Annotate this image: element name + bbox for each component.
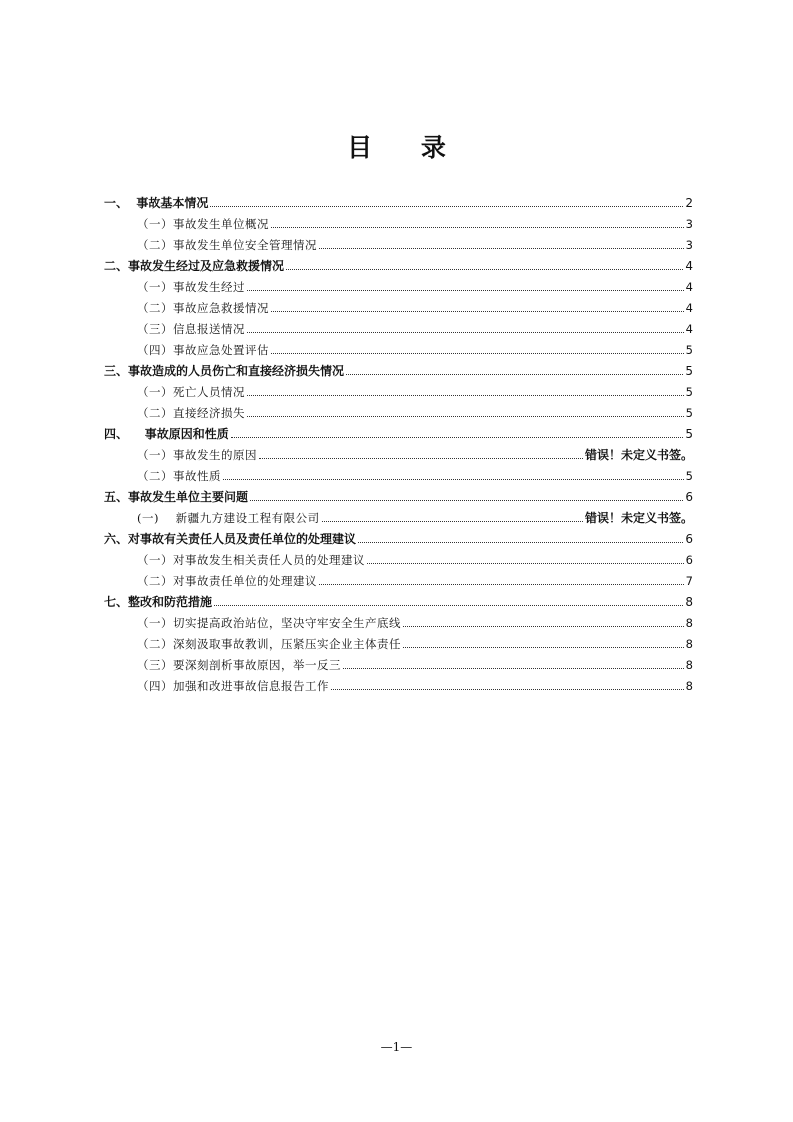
toc-dot-leader bbox=[286, 269, 683, 270]
toc-dot-leader bbox=[322, 521, 583, 522]
toc-entry-error-message: 错误！未定义书签。 bbox=[584, 448, 693, 462]
toc-dot-leader bbox=[259, 458, 583, 459]
toc-entry-number: (一) bbox=[137, 511, 176, 525]
page-title: 目 录 bbox=[347, 133, 466, 162]
toc-entry-number: （一） bbox=[137, 280, 173, 294]
toc-entry-title: 信息报送情况 bbox=[173, 322, 245, 336]
page-number-footer: —1— bbox=[380, 1040, 413, 1054]
toc-dot-leader bbox=[271, 311, 684, 312]
toc-entry-page-number: 6 bbox=[685, 553, 693, 567]
toc-entry-page-number: 7 bbox=[685, 574, 693, 588]
toc-entry-number: （二） bbox=[137, 469, 173, 483]
toc-dot-leader bbox=[367, 563, 684, 564]
toc-entry-number: 四、 bbox=[104, 427, 145, 441]
toc-entry[interactable] bbox=[104, 399, 693, 420]
table-of-contents bbox=[104, 189, 693, 693]
toc-entry-page-number: 4 bbox=[685, 259, 693, 273]
toc-entry-title: 事故造成的人员伤亡和直接经济损失情况 bbox=[128, 364, 345, 378]
toc-entry[interactable] bbox=[104, 294, 693, 315]
toc-entry-title: 切实提高政治站位，坚决守牢安全生产底线 bbox=[173, 616, 401, 630]
toc-entry-title: 加强和改进事故信息报告工作 bbox=[173, 679, 329, 693]
toc-entry-title: 要深刻剖析事故原因，举一反三 bbox=[173, 658, 341, 672]
toc-entry-number: （四） bbox=[137, 679, 173, 693]
toc-entry-page-number: 2 bbox=[685, 196, 693, 210]
toc-dot-leader bbox=[343, 668, 684, 669]
toc-entry-page-number: 4 bbox=[685, 322, 693, 336]
toc-entry-number: （一） bbox=[137, 616, 173, 630]
toc-entry[interactable] bbox=[104, 651, 693, 672]
toc-entry-number: 七、 bbox=[104, 595, 129, 609]
toc-entry-page-number: 5 bbox=[685, 427, 693, 441]
toc-dot-leader bbox=[319, 584, 684, 585]
toc-entry-number: （四） bbox=[137, 343, 173, 357]
toc-entry[interactable] bbox=[104, 231, 693, 252]
toc-dot-leader bbox=[346, 374, 683, 375]
toc-entry-title: 对事故责任单位的处理建议 bbox=[173, 574, 317, 588]
toc-entry-page-number: 5 bbox=[685, 385, 693, 399]
toc-entry-title: 事故应急救援情况 bbox=[173, 301, 269, 315]
toc-entry-page-number: 5 bbox=[685, 343, 693, 357]
toc-dot-leader bbox=[247, 290, 684, 291]
toc-entry-page-number: 6 bbox=[685, 532, 693, 546]
toc-entry[interactable] bbox=[104, 504, 693, 525]
toc-entry-page-number: 8 bbox=[685, 616, 693, 630]
toc-entry[interactable] bbox=[104, 273, 693, 294]
toc-entry-title: 事故应急处置评估 bbox=[173, 343, 269, 357]
toc-dot-leader bbox=[210, 206, 683, 207]
toc-entry[interactable] bbox=[104, 378, 693, 399]
toc-entry-page-number: 3 bbox=[685, 238, 693, 252]
toc-entry[interactable] bbox=[104, 483, 693, 504]
toc-entry-number: （二） bbox=[137, 238, 173, 252]
toc-entry[interactable] bbox=[104, 336, 693, 357]
toc-entry-number: （二） bbox=[137, 574, 173, 588]
toc-entry-error-message: 错误！未定义书签。 bbox=[584, 511, 693, 525]
toc-entry-number: （一） bbox=[137, 553, 173, 567]
toc-entry[interactable] bbox=[104, 567, 693, 588]
toc-dot-leader bbox=[358, 542, 683, 543]
toc-entry-number: 三、 bbox=[104, 364, 129, 378]
toc-entry-number: （三） bbox=[137, 322, 173, 336]
toc-entry-title: 死亡人员情况 bbox=[173, 385, 245, 399]
toc-dot-leader bbox=[250, 500, 683, 501]
toc-entry-page-number: 5 bbox=[685, 469, 693, 483]
toc-entry-title: 事故发生经过 bbox=[173, 280, 245, 294]
toc-dot-leader bbox=[247, 416, 684, 417]
toc-entry-title: 事故性质 bbox=[173, 469, 221, 483]
toc-entry-page-number: 8 bbox=[685, 658, 693, 672]
toc-entry[interactable] bbox=[104, 441, 693, 462]
toc-entry[interactable] bbox=[104, 462, 693, 483]
toc-entry[interactable] bbox=[104, 546, 693, 567]
toc-entry[interactable] bbox=[104, 189, 693, 210]
toc-dot-leader bbox=[231, 437, 684, 438]
toc-dot-leader bbox=[403, 626, 684, 627]
toc-entry-title: 直接经济损失 bbox=[173, 406, 245, 420]
toc-entry-page-number: 4 bbox=[685, 280, 693, 294]
toc-entry[interactable] bbox=[104, 609, 693, 630]
toc-dot-leader bbox=[247, 395, 684, 396]
toc-entry-page-number: 8 bbox=[685, 637, 693, 651]
toc-dot-leader bbox=[214, 605, 683, 606]
toc-entry[interactable] bbox=[104, 672, 693, 693]
toc-dot-leader bbox=[271, 227, 684, 228]
toc-entry[interactable] bbox=[104, 357, 693, 378]
toc-entry[interactable] bbox=[104, 630, 693, 651]
toc-entry-number: （一） bbox=[137, 385, 173, 399]
toc-entry-page-number: 6 bbox=[685, 490, 693, 504]
toc-entry-title: 事故发生经过及应急救援情况 bbox=[128, 259, 285, 273]
toc-entry-title: 事故原因和性质 bbox=[144, 427, 229, 441]
toc-entry-number: 五、 bbox=[104, 490, 129, 504]
toc-dot-leader bbox=[403, 647, 684, 648]
toc-dot-leader bbox=[247, 332, 684, 333]
toc-entry-title: 事故发生单位安全管理情况 bbox=[173, 238, 317, 252]
toc-entry[interactable] bbox=[104, 588, 693, 609]
toc-dot-leader bbox=[223, 479, 684, 480]
toc-entry-number: （二） bbox=[137, 301, 173, 315]
toc-dot-leader bbox=[271, 353, 684, 354]
toc-entry-page-number: 4 bbox=[685, 301, 693, 315]
toc-entry-page-number: 5 bbox=[685, 364, 693, 378]
toc-entry[interactable] bbox=[104, 252, 693, 273]
toc-entry-page-number: 8 bbox=[685, 679, 693, 693]
toc-entry-page-number: 8 bbox=[685, 595, 693, 609]
toc-entry[interactable] bbox=[104, 525, 693, 546]
toc-dot-leader bbox=[319, 248, 684, 249]
toc-entry-title: 对事故发生相关责任人员的处理建议 bbox=[173, 553, 365, 567]
toc-entry[interactable] bbox=[104, 315, 693, 336]
toc-entry[interactable] bbox=[104, 420, 693, 441]
toc-entry-title: 对事故有关责任人员及责任单位的处理建议 bbox=[128, 532, 357, 546]
toc-entry-page-number: 5 bbox=[685, 406, 693, 420]
toc-entry-number: 一、 bbox=[104, 196, 137, 210]
toc-entry-title: 整改和防范措施 bbox=[128, 595, 213, 609]
toc-entry-title: 事故发生单位概况 bbox=[173, 217, 269, 231]
toc-entry-number: （一） bbox=[137, 448, 173, 462]
toc-entry-number: （二） bbox=[137, 637, 173, 651]
toc-entry-number: 二、 bbox=[104, 259, 129, 273]
toc-entry-title: 事故基本情况 bbox=[136, 196, 209, 210]
toc-entry-title: 事故发生单位主要问题 bbox=[128, 490, 249, 504]
toc-entry-title: 事故发生的原因 bbox=[173, 448, 257, 462]
toc-entry-page-number: 3 bbox=[685, 217, 693, 231]
toc-entry-title: 新疆九方建设工程有限公司 bbox=[175, 511, 320, 525]
toc-entry-number: （一） bbox=[137, 217, 173, 231]
toc-dot-leader bbox=[331, 689, 684, 690]
toc-entry-number: 六、 bbox=[104, 532, 129, 546]
toc-entry-title: 深刻汲取事故教训，压紧压实企业主体责任 bbox=[173, 637, 401, 651]
toc-entry-number: （三） bbox=[137, 658, 173, 672]
toc-entry[interactable] bbox=[104, 210, 693, 231]
toc-entry-number: （二） bbox=[137, 406, 173, 420]
